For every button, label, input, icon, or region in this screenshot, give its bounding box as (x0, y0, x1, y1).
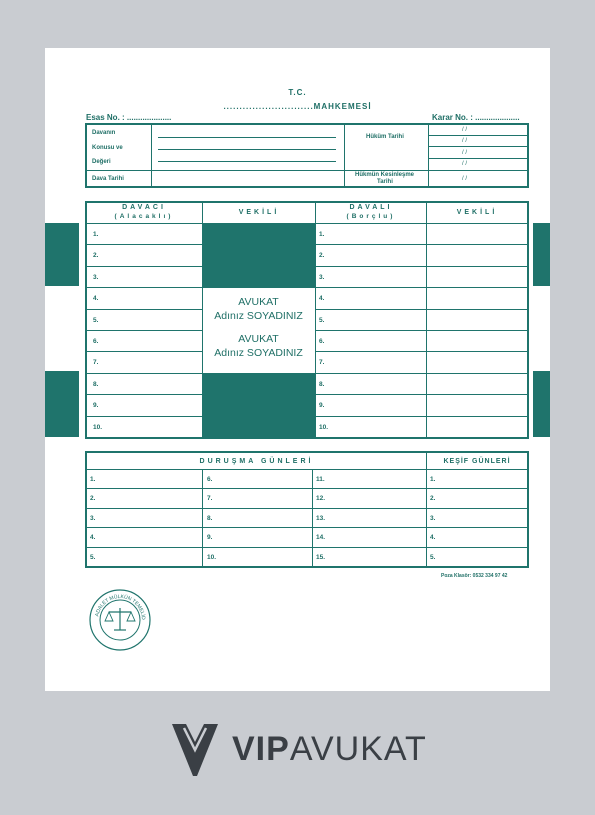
row-divider (316, 330, 426, 331)
left-tab-bottom (45, 371, 79, 437)
davali-row-number: 1. (319, 231, 325, 238)
lawyer1-title: AVUKAT (238, 296, 279, 308)
hearing-cell-number: 2. (430, 495, 436, 502)
date-slash-5: / / (462, 176, 468, 182)
row-divider (427, 394, 527, 395)
label-dava-tarihi: Dava Tarihi (92, 176, 124, 182)
hearing-cell-number: 9. (207, 534, 213, 541)
durusma-header: DURUŞMA GÜNLERİ (199, 458, 314, 465)
davaci-row-number: 8. (93, 381, 99, 388)
davaci-row-number: 2. (93, 252, 99, 259)
davali-row-number: 10. (319, 424, 329, 431)
hearing-cell-number: 5. (90, 554, 96, 561)
row-divider (87, 394, 202, 395)
row-divider (316, 373, 426, 374)
lawyer1-name: Adınız SOYADINIZ (214, 310, 303, 322)
alacakli-header: (Alacaklı) (114, 213, 174, 220)
lawyer-panel-bottom (202, 373, 315, 437)
karar-no: Karar No. : .................... (432, 113, 520, 122)
davali-header: DAVALI (349, 204, 393, 211)
davaci-row-number: 7. (93, 359, 99, 366)
date-slash-4: / / (462, 161, 468, 167)
svg-text:ADALET MÜLKÜN TEMELİDİR: ADALET MÜLKÜN TEMELİD (94, 593, 147, 621)
esas-no: Esas No. : .................... (86, 113, 172, 122)
row-divider (316, 416, 426, 417)
row-divider (316, 351, 426, 352)
row-divider (316, 394, 426, 395)
hearing-cell-number: 5. (430, 554, 436, 561)
date-slash-2: / / (462, 138, 468, 144)
hearing-cell-number: 3. (430, 515, 436, 522)
davaci-row-number: 10. (93, 424, 103, 431)
label-tarihi: Tarihi (377, 179, 393, 185)
kesif-header: KEŞİF GÜNLERİ (443, 458, 511, 465)
hearing-cell-number: 1. (430, 476, 436, 483)
row-divider (427, 351, 527, 352)
hearing-cell-number: 4. (430, 534, 436, 541)
lawyer2-title: AVUKAT (238, 333, 279, 345)
row-divider (87, 373, 202, 374)
left-tab-top (45, 223, 79, 286)
label-hukum-tarihi: Hüküm Tarihi (366, 134, 404, 140)
lawyer-panel-top (202, 223, 315, 288)
justice-seal-icon (88, 588, 152, 652)
vip-avukat-logo-icon (170, 720, 220, 778)
hearing-cell-number: 12. (316, 495, 326, 502)
row-divider (87, 287, 202, 288)
hearing-cell-number: 11. (316, 476, 325, 483)
row-divider (427, 287, 527, 288)
vekili-header-1: VEKİLİ (238, 209, 280, 216)
row-divider (427, 330, 527, 331)
row-divider (87, 351, 202, 352)
lawyer2-name: Adınız SOYADINIZ (214, 347, 303, 359)
label-davanin: Davanın (92, 130, 116, 136)
hearing-cell-number: 13. (316, 515, 326, 522)
hearing-row-divider (87, 547, 527, 548)
hearing-cell-number: 6. (207, 476, 213, 483)
hearing-row-divider (87, 527, 527, 528)
davali-row-number: 3. (319, 274, 325, 281)
brand-wordmark: VIPAVUKAT (232, 730, 427, 768)
date-slash-1: / / (462, 127, 468, 133)
row-divider (316, 309, 426, 310)
davali-row-number: 9. (319, 402, 325, 409)
row-divider (427, 309, 527, 310)
davaci-row-number: 1. (93, 231, 99, 238)
row-divider (427, 266, 527, 267)
row-divider (87, 416, 202, 417)
hearing-row-divider (87, 508, 527, 509)
row-divider (316, 266, 426, 267)
davali-row-number: 6. (319, 338, 325, 345)
hearing-cell-number: 15. (316, 554, 326, 561)
hearing-cell-number: 1. (90, 476, 96, 483)
borclu-header: (Borçlu) (346, 213, 396, 220)
davaci-row-number: 9. (93, 402, 99, 409)
row-divider (87, 266, 202, 267)
label-hukum-kesinlesme: Hükmün Kesinleşme (355, 172, 415, 178)
davaci-row-number: 6. (93, 338, 99, 345)
hearing-cell-number: 2. (90, 495, 96, 502)
davali-row-number: 5. (319, 317, 325, 324)
davaci-row-number: 3. (93, 274, 99, 281)
row-divider (427, 373, 527, 374)
row-divider (427, 244, 527, 245)
tc-title: T.C. (288, 88, 307, 97)
hearing-row-divider (87, 488, 527, 489)
right-tab-bottom (533, 371, 550, 437)
poza-info: Poza Klasör: 0532 334 97 42 (441, 573, 508, 579)
hearing-cell-number: 3. (90, 515, 96, 522)
court-name: ............................MAHKEMESİ (223, 102, 372, 111)
vekili-header-2: VEKİLİ (456, 209, 498, 216)
row-divider (87, 309, 202, 310)
hearing-cell-number: 4. (90, 534, 96, 541)
hearing-cell-number: 14. (316, 534, 326, 541)
row-divider (316, 244, 426, 245)
row-divider (87, 330, 202, 331)
davaci-row-number: 4. (93, 295, 99, 302)
row-divider (427, 416, 527, 417)
label-konusu: Konusu ve (92, 145, 123, 151)
davali-row-number: 4. (319, 295, 325, 302)
davaci-header: DAVACI (122, 204, 166, 211)
davaci-row-number: 5. (93, 317, 99, 324)
row-divider (87, 244, 202, 245)
davali-row-number: 7. (319, 359, 325, 366)
hearing-cell-number: 10. (207, 554, 217, 561)
hearing-cell-number: 8. (207, 515, 213, 522)
label-degeri: Değeri (92, 159, 111, 165)
davali-row-number: 2. (319, 252, 325, 259)
date-slash-3: / / (462, 150, 468, 156)
right-tab-top (533, 223, 550, 286)
davali-row-number: 8. (319, 381, 325, 388)
row-divider (316, 287, 426, 288)
hearing-cell-number: 7. (207, 495, 213, 502)
